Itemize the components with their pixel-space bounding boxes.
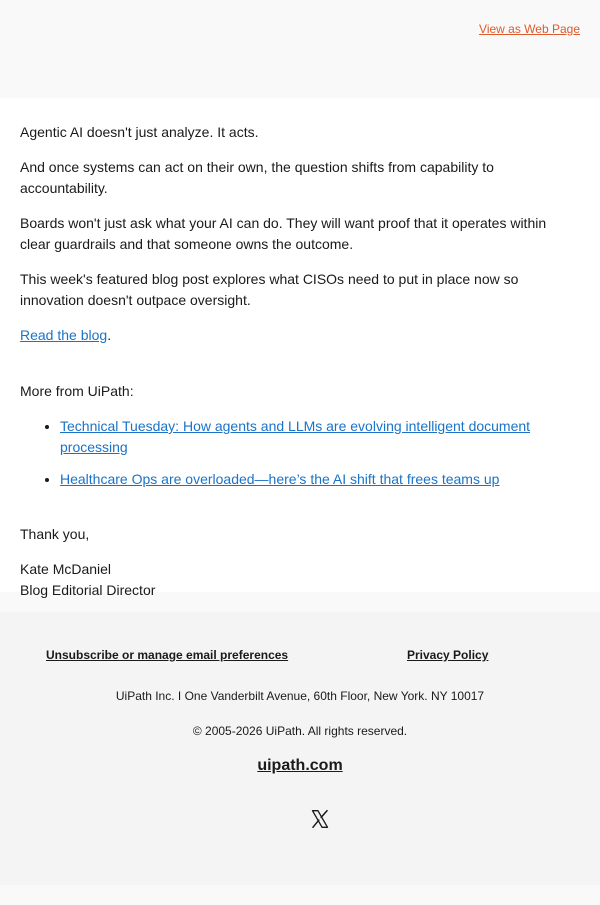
email-body xyxy=(0,98,600,598)
x-icon[interactable] xyxy=(310,808,330,830)
copyright-text: © 2005-2026 UiPath. All rights reserved. xyxy=(192,724,408,738)
thanks-text: Thank you, xyxy=(20,526,90,542)
spacer xyxy=(20,360,580,381)
email-header xyxy=(0,0,600,98)
signature xyxy=(20,559,580,601)
view-as-web-page-link[interactable]: View as Web Page xyxy=(479,22,580,36)
unsubscribe-link[interactable]: Unsubscribe or manage email preferences xyxy=(46,648,289,662)
list-item xyxy=(60,416,580,458)
paragraph-featured: This week's featured blog post explores what CISOs need to put in place now so innovation doesn't outpace oversight. xyxy=(20,271,519,308)
website-link[interactable]: uipath.com xyxy=(257,757,343,774)
read-blog-suffix: . xyxy=(107,327,112,343)
paragraph-intro: Agentic AI doesn't just analyze. It acts. xyxy=(20,124,259,140)
paragraph-boards: Boards won't just ask what your AI can do. They will want proof that it operates within clear guardrails and that someone owns the outcome. xyxy=(20,215,547,252)
read-blog-line xyxy=(20,325,580,346)
healthcare-ops-link[interactable]: Healthcare Ops are overloaded—here’s the AI shift that frees teams up xyxy=(60,471,500,487)
spacer xyxy=(20,504,580,524)
more-links-list xyxy=(20,416,580,490)
read-the-blog-link[interactable]: Read the blog xyxy=(20,327,108,343)
paragraph-accountability: And once systems can act on their own, the question shifts from capability to accountability. xyxy=(20,159,494,196)
more-from-label: More from UiPath: xyxy=(20,383,134,399)
list-item xyxy=(60,469,580,490)
email-footer xyxy=(0,612,600,885)
signature-name: Kate McDaniel xyxy=(20,561,112,577)
technical-tuesday-link[interactable]: Technical Tuesday: How agents and LLMs are evolving intelligent document processing xyxy=(60,418,531,455)
signature-title: Blog Editorial Director xyxy=(20,582,156,598)
privacy-policy-link[interactable]: Privacy Policy xyxy=(407,648,489,662)
company-address: UiPath Inc. I One Vanderbilt Avenue, 60th Floor, New York. NY 10017 xyxy=(115,689,485,703)
